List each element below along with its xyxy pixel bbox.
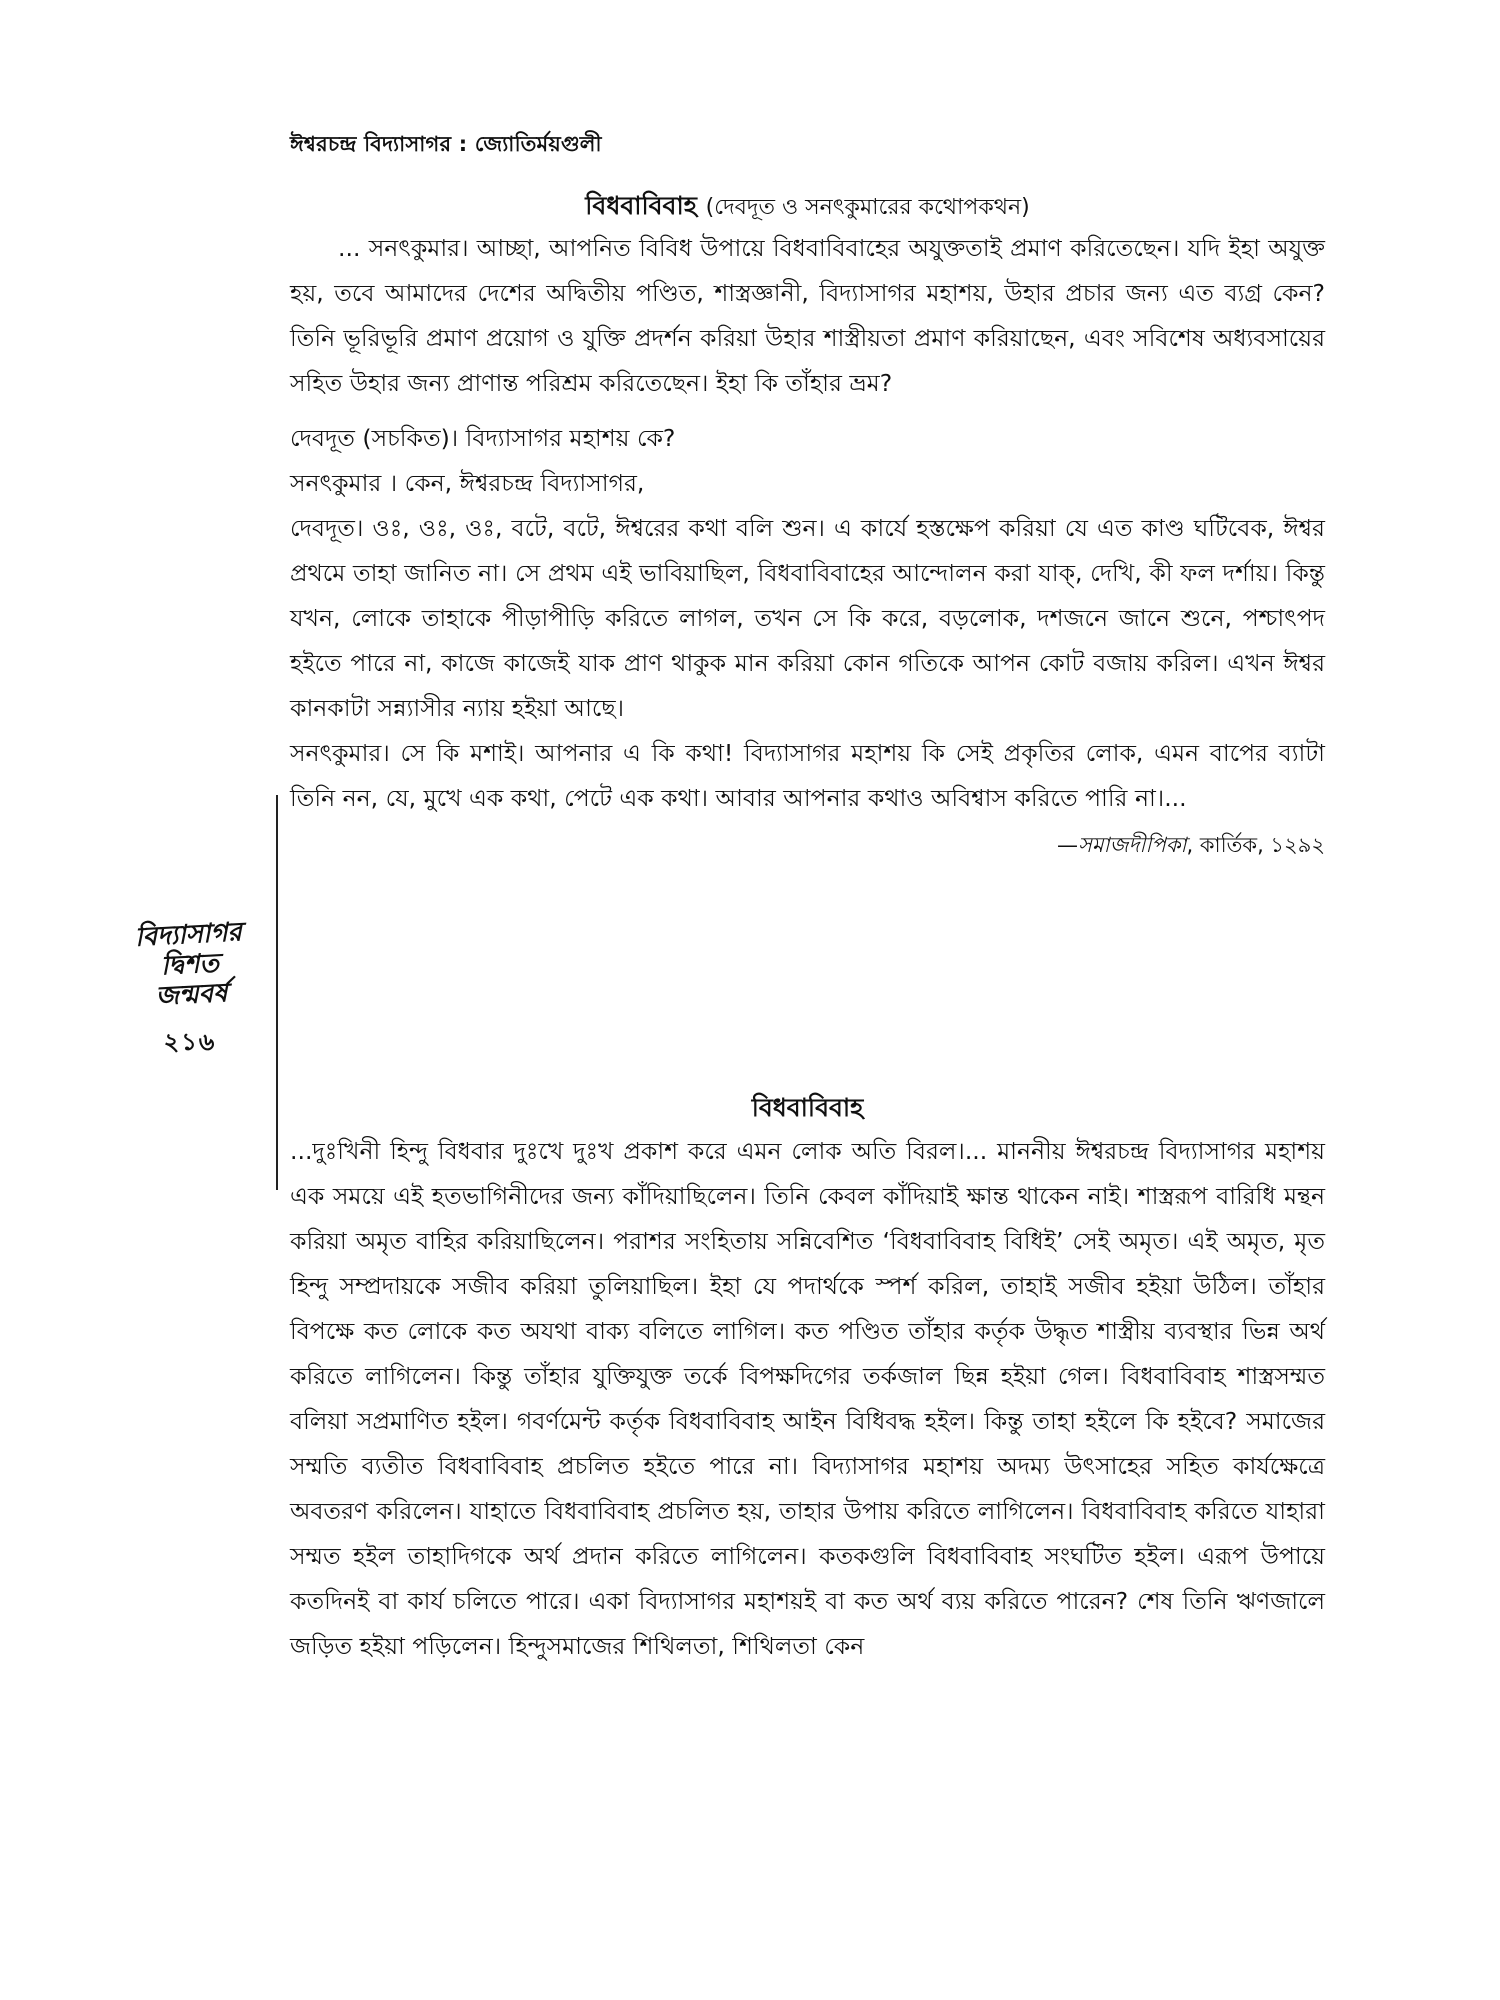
series-logo-line-2: দ্বিশত <box>160 948 220 982</box>
section-1-title-main: বিধবাবিবাহ <box>585 191 697 220</box>
section-1-dialogue-3: দেবদূত। ওঃ, ওঃ, ওঃ, বটে, বটে, ঈশ্বরের কথা বলি শুন। এ কার্যে হস্তক্ষেপ করিয়া যে এত কাণ্ড ঘটিবেক, ঈশ্বর প্রথমে তাহা জানিত না। সে প্রথম এই ভাবিয়াছিল, বিধবাবিবাহের আন্দোলন করা যাক্, দেখি, কী ফল দর্শায়। কিন্তু যখন, লোকে তাহাকে পীড়াপীড়ি করিতে লাগল, তখন সে কি করে, বড়লোক, দশজনে জানে শুনে, পশ্চাৎপদ হইতে পারে না, কাজে কাজেই যাক প্রাণ থাকুক মান করিয়া কোন গতিকে আপন কোট বজায় করিল। এখন ঈশ্বর কানকাটা সন্ন্যাসীর ন্যায় হইয়া আছে। <box>290 513 1325 722</box>
page-number: ২১৬ <box>163 1028 217 1056</box>
margin-block <box>110 917 270 1064</box>
section-2 <box>290 1090 1325 1669</box>
citation-source: সমাজদীপিকা <box>1077 832 1187 857</box>
series-logo <box>108 916 272 1014</box>
margin-rule <box>276 795 278 1190</box>
section-1-dialogue-1: দেবদূত (সচকিত)। বিদ্যাসাগর মহাশয় কে? <box>290 423 676 452</box>
section-1-dialogue-4: সনৎকুমার। সে কি মশাই। আপনার এ কি কথা! বিদ্যাসাগর মহাশয় কি সেই প্রকৃতির লোক, এমন বাপের ব্যাটা তিনি নন, যে, মুখে এক কথা, পেটে এক কথা। আবার আপনার কথাও অবিশ্বাস করিতে পারি না।... <box>290 738 1325 812</box>
section-1 <box>290 188 1325 862</box>
running-head: ঈশ্বরচন্দ্র বিদ্যাসাগর : জ্যোতির্ময়গুলী <box>290 132 602 156</box>
section-1-title <box>290 188 1325 224</box>
section-1-paragraph-1: ... সনৎকুমার। আচ্ছা, আপনিত বিবিধ উপায়ে বিধবাবিবাহের অযুক্ততাই প্রমাণ করিতেছেন। যদি ইহা অযুক্ত হয়, তবে আমাদের দেশের অদ্বিতীয় পণ্ডিত, শাস্ত্রজ্ঞানী, বিদ্যাসাগর মহাশয়, উহার প্রচার জন্য এত ব্যগ্র কেন? তিনি ভূরিভূরি প্রমাণ প্রয়োগ ও যুক্তি প্রদর্শন করিয়া উহার শাস্ত্রীয়তা প্রমাণ করিয়াছেন, এবং সবিশেষ অধ্যবসায়ের সহিত উহার জন্য প্রাণান্ত পরিশ্রম করিতেছেন। ইহা কি তাঁহার ভ্রম? <box>290 233 1325 397</box>
section-1-citation <box>290 829 1325 863</box>
section-1-subtitle: (দেবদূত ও সনৎকুমারের কথোপকথন) <box>705 195 1030 220</box>
series-logo-line-3: জন্মবর্ষ <box>154 978 229 1012</box>
section-1-dialogue-2: সনৎকুমার । কেন, ঈশ্বরচন্দ্র বিদ্যাসাগর, <box>290 468 645 497</box>
citation-date: , কার্তিক, ১২৯২ <box>1186 832 1325 857</box>
section-2-title: বিধবাবিবাহ <box>751 1093 864 1122</box>
section-2-paragraph: ...দুঃখিনী হিন্দু বিধবার দুঃখে দুঃখ প্রকাশ করে এমন লোক অতি বিরল।... মাননীয় ঈশ্বরচন্দ্র বিদ্যাসাগর মহাশয় এক সময়ে এই হতভাগিনীদের জন্য কাঁদিয়াছিলেন। তিনি কেবল কাঁদিয়াই ক্ষান্ত থাকেন নাই। শাস্ত্ররূপ বারিধি মন্থন করিয়া অমৃত বাহির করিয়াছিলেন। পরাশর সংহিতায় সন্নিবেশিত ‘বিধবাবিবাহ বিধিই’ সেই অমৃত। এই অমৃত, মৃত হিন্দু সম্প্রদায়কে সজীব করিয়া তুলিয়াছিল। ইহা যে পদার্থকে স্পর্শ করিল, তাহাই সজীব হইয়া উঠিল। তাঁহার বিপক্ষে কত লোকে কত অযথা বাক্য বলিতে লাগিল। কত পণ্ডিত তাঁহার কর্তৃক উদ্ধৃত শাস্ত্রীয় ব্যবস্থার ভিন্ন অর্থ করিতে লাগিলেন। কিন্তু তাঁহার যুক্তিযুক্ত তর্কে বিপক্ষদিগের তর্কজাল ছিন্ন হইয়া গেল। বিধবাবিবাহ শাস্ত্রসম্মত বলিয়া সপ্রমাণিত হইল। গবর্ণমেন্ট কর্তৃক বিধবাবিবাহ আইন বিধিবদ্ধ হইল। কিন্তু তাহা হইলে কি হইবে? সমাজের সম্মতি ব্যতীত বিধবাবিবাহ প্রচলিত হইতে পারে না। বিদ্যাসাগর মহাশয় অদম্য উৎসাহের সহিত কার্যক্ষেত্রে অবতরণ করিলেন। যাহাতে বিধবাবিবাহ প্রচলিত হয়, তাহার উপায় করিতে লাগিলেন। বিধবাবিবাহ করিতে যাহারা সম্মত হইল তাহাদিগকে অর্থ প্রদান করিতে লাগিলেন। কতকগুলি বিধবাবিবাহ সংঘটিত হইল। এরূপ উপায়ে কতদিনই বা কার্য চলিতে পারে। একা বিদ্যাসাগর মহাশয়ই বা কত অর্থ ব্যয় করিতে পারেন? শেষ তিনি ঋণজালে জড়িত হইয়া পড়িলেন। হিন্দুসমাজের শিথিলতা, শিথিলতা কেন <box>290 1137 1325 1660</box>
citation-dash: — <box>1056 832 1078 857</box>
series-logo-line-1: বিদ্যাসাগর <box>134 917 243 953</box>
